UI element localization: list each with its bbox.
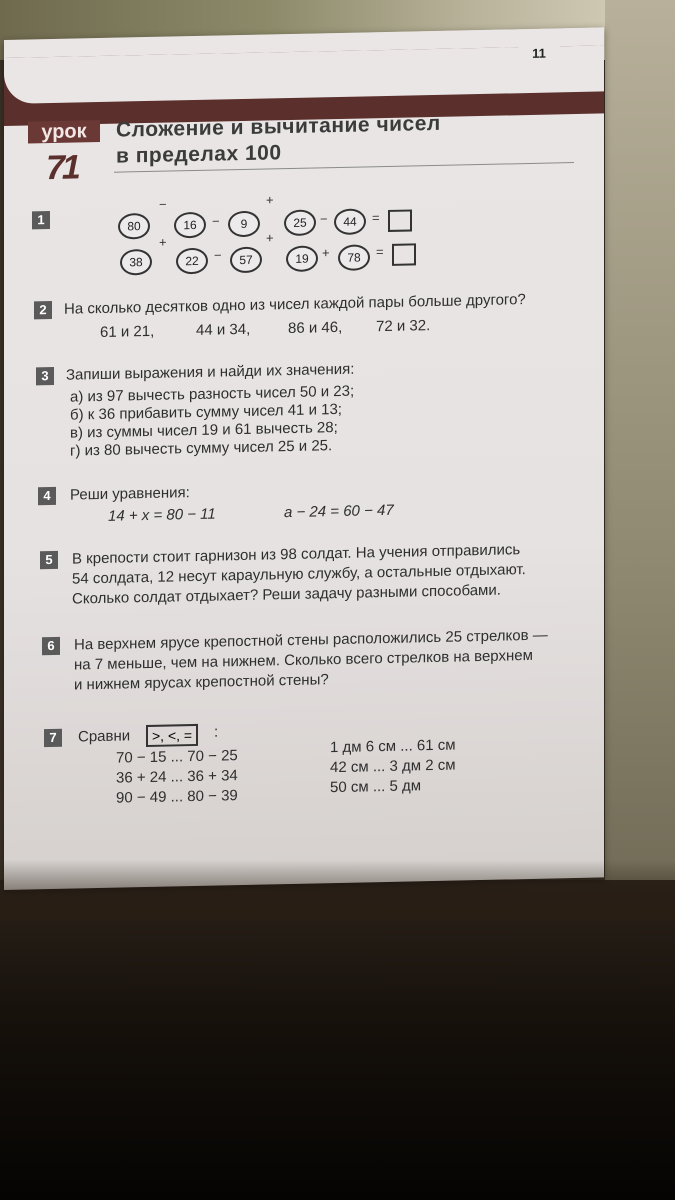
task-3-item: г) из 80 вычесть сумму чисел 25 и 25. bbox=[70, 437, 333, 460]
chain-number: 25 bbox=[284, 209, 316, 236]
task-4-text: Реши уравнения: bbox=[70, 484, 190, 504]
chain-number: 44 bbox=[334, 208, 366, 235]
task-6-line: на 7 меньше, чем на нижнем. Сколько всего стрелков на верхнем bbox=[74, 646, 533, 674]
task-7-right-expression: 42 см ... 3 дм 2 см bbox=[330, 756, 456, 777]
chain-number: 19 bbox=[286, 245, 318, 272]
page-shadow bbox=[0, 860, 675, 920]
chain-operator: − bbox=[212, 213, 220, 229]
task-5-line: Сколько солдат отдыхает? Реши задачу разными способами. bbox=[72, 581, 501, 608]
task-3-item: а) из 97 вычесть разность чисел 50 и 23; bbox=[70, 382, 355, 406]
task-1-number: 1 bbox=[32, 211, 50, 229]
textbook-page bbox=[4, 27, 604, 890]
chain-number: 38 bbox=[120, 249, 152, 276]
lesson-number: 71 bbox=[46, 148, 78, 188]
task-4-equation-2: a − 24 = 60 − 47 bbox=[284, 501, 394, 522]
chain-operator: + bbox=[322, 245, 330, 261]
title-line-2: в пределах 100 bbox=[116, 141, 282, 168]
title-line-1: Сложение и вычитание чисел bbox=[116, 111, 441, 142]
chain-operator: − bbox=[320, 211, 328, 227]
task-4-number: 4 bbox=[38, 487, 56, 505]
task-3-item: б) к 36 прибавить сумму чисел 41 и 13; bbox=[70, 400, 342, 424]
chain-operator: − bbox=[159, 196, 167, 212]
task-6-number: 6 bbox=[42, 637, 60, 655]
task-2-pair: 86 и 46, bbox=[288, 318, 343, 338]
task-5-line: В крепости стоит гарнизон из 98 солдат. На учения отправились bbox=[72, 541, 521, 568]
task-6-line: На верхнем ярусе крепостной стены расположились 25 стрелков — bbox=[74, 626, 548, 654]
task-2-text: На сколько десятков одно из чисел каждой пары больше другого? bbox=[64, 291, 526, 318]
answer-box[interactable] bbox=[388, 209, 412, 232]
task-7-left-expression: 90 − 49 ... 80 − 39 bbox=[116, 787, 238, 807]
task-7-label: Сравни bbox=[78, 727, 131, 746]
chain-operator: + bbox=[266, 192, 274, 208]
equals-sign: = bbox=[372, 210, 380, 226]
chain-operator: + bbox=[266, 230, 274, 246]
page-number: 11 bbox=[516, 40, 562, 67]
answer-box[interactable] bbox=[392, 243, 416, 266]
comparison-signs-box: >, <, = bbox=[146, 724, 198, 747]
chain-number: 22 bbox=[176, 248, 208, 275]
chain-number: 16 bbox=[174, 212, 206, 239]
page-title bbox=[116, 111, 441, 170]
task-2-pair: 44 и 34, bbox=[196, 320, 251, 339]
task-7-right-expression: 50 см ... 5 дм bbox=[330, 777, 422, 797]
task-7-number: 7 bbox=[44, 729, 62, 747]
background-right bbox=[605, 0, 675, 960]
task-3-text: Запиши выражения и найди их значения: bbox=[66, 360, 355, 384]
chain-operator: − bbox=[214, 247, 222, 263]
task-2-pair: 61 и 21, bbox=[100, 322, 155, 341]
task-4-equation-1: 14 + x = 80 − 11 bbox=[108, 505, 216, 525]
task-2-pair: 72 и 32. bbox=[376, 317, 431, 336]
chain-number: 9 bbox=[228, 211, 260, 238]
task-3-number: 3 bbox=[36, 367, 54, 385]
task-2-number: 2 bbox=[34, 301, 52, 319]
task-3-item: в) из суммы чисел 19 и 61 вычесть 28; bbox=[70, 419, 338, 442]
task-5-line: 54 солдата, 12 несут караульную службу, а остальные отдыхают. bbox=[72, 561, 526, 588]
lesson-label: урок bbox=[28, 120, 100, 144]
task-7-left-expression: 70 − 15 ... 70 − 25 bbox=[116, 747, 238, 767]
task-7-colon: : bbox=[214, 723, 219, 741]
task-6-line: и нижнем ярусах крепостной стены? bbox=[74, 671, 329, 694]
background-bottom bbox=[0, 880, 675, 1200]
chain-number: 80 bbox=[118, 213, 150, 240]
task-7-left-expression: 36 + 24 ... 36 + 34 bbox=[116, 767, 238, 787]
task-5-number: 5 bbox=[40, 551, 58, 569]
chain-number: 57 bbox=[230, 247, 262, 274]
equals-sign: = bbox=[376, 244, 384, 260]
chain-number: 78 bbox=[338, 244, 370, 271]
task-7-right-expression: 1 дм 6 см ... 61 см bbox=[330, 736, 456, 757]
chain-operator: + bbox=[159, 234, 167, 250]
